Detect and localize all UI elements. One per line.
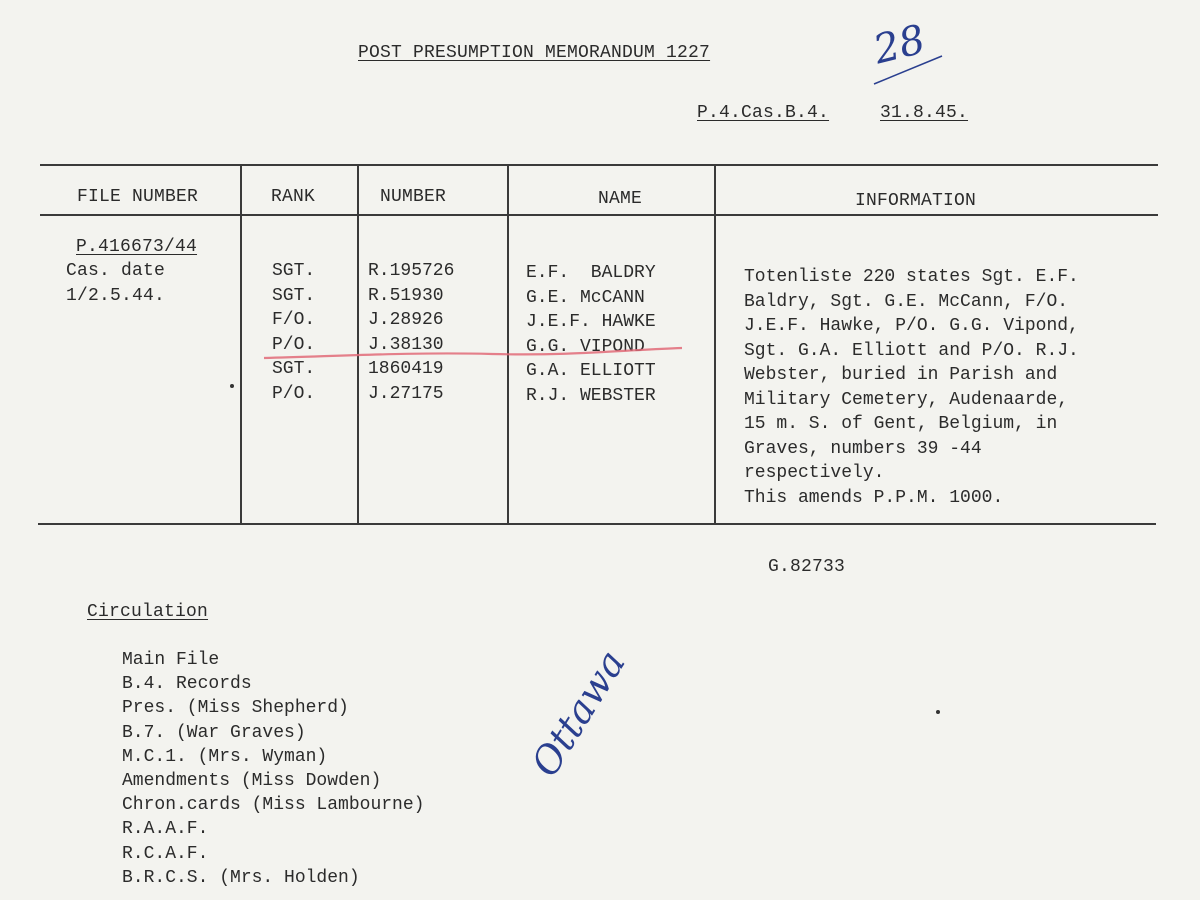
service-number-cell: R.195726: [368, 261, 455, 281]
information-line: Totenliste 220 states Sgt. E.F.: [744, 267, 1079, 287]
circulation-item: R.A.A.F.: [122, 819, 209, 840]
circulation-item: Pres. (Miss Shepherd): [122, 698, 349, 719]
cas-date-label: Cas. date: [66, 261, 166, 281]
g-reference: G.82733: [768, 557, 846, 577]
information-line: respectively.: [744, 463, 885, 483]
name-cell: G.E. McCANN: [526, 287, 645, 308]
service-number-cell: J.27175: [368, 383, 444, 404]
rank-column: [272, 259, 315, 406]
information-column: [744, 265, 1079, 510]
circulation-heading: Circulation: [87, 602, 209, 622]
information-line: Graves, numbers 39 -44: [744, 438, 982, 459]
table-top-rule: [40, 164, 1158, 166]
service-number-cell: R.51930: [368, 285, 444, 306]
name-cell: J.E.F. HAWKE: [526, 312, 656, 332]
name-cell: G.A. ELLIOTT: [526, 361, 656, 381]
paper-speck: [936, 710, 940, 714]
name-cell: E.F. BALDRY: [526, 263, 656, 283]
handwritten-number: 28: [869, 16, 930, 74]
rank-cell: SGT.: [272, 261, 316, 281]
header-file-number: FILE NUMBER: [77, 187, 199, 207]
paper-speck: [230, 384, 234, 388]
header-rank: RANK: [271, 187, 316, 207]
rank-cell: F/O.: [272, 310, 316, 330]
circulation-item: Main File: [122, 650, 220, 670]
name-cell: G.G. VIPOND: [526, 336, 645, 357]
circulation-item: R.C.A.F.: [122, 843, 209, 864]
information-line: Baldry, Sgt. G.E. McCann, F/O.: [744, 291, 1069, 312]
file-number: P.416673/44: [76, 237, 198, 257]
information-line: 15 m. S. of Gent, Belgium, in: [744, 414, 1058, 434]
header-name: NAME: [598, 189, 643, 209]
handwritten-note: Ottawa: [522, 642, 634, 784]
information-line: Military Cemetery, Audenaarde,: [744, 389, 1069, 410]
reference-code: P.4.Cas.B.4.: [697, 103, 830, 123]
circulation-list: [122, 648, 424, 890]
circulation-item: M.C.1. (Mrs. Wyman): [122, 746, 328, 767]
service-number-column: [368, 259, 454, 406]
table-bottom-rule: [38, 523, 1156, 525]
information-line: J.E.F. Hawke, P/O. G.G. Vipond,: [744, 316, 1079, 336]
circulation-item: B.4. Records: [122, 674, 252, 695]
cas-date: 1/2.5.44.: [66, 286, 166, 306]
rank-cell: P/O.: [272, 334, 316, 355]
header-number: NUMBER: [380, 187, 447, 207]
information-line: Sgt. G.A. Elliott and P/O. R.J.: [744, 340, 1079, 361]
table-header-rule: [40, 214, 1158, 216]
circulation-item: Chron.cards (Miss Lambourne): [122, 795, 425, 816]
memo-date: 31.8.45.: [880, 103, 969, 123]
service-number-cell: 1860419: [368, 359, 444, 379]
column-divider-1: [240, 164, 242, 525]
name-cell: R.J. WEBSTER: [526, 385, 656, 406]
header-information: INFORMATION: [855, 191, 977, 211]
rank-cell: P/O.: [272, 383, 316, 404]
information-line: Webster, buried in Parish and: [744, 365, 1058, 385]
memo-title: POST PRESUMPTION MEMORANDUM 1227: [358, 43, 711, 63]
handwritten-stroke: [870, 50, 950, 90]
rank-cell: SGT.: [272, 359, 316, 379]
circulation-item: Amendments (Miss Dowden): [122, 771, 382, 792]
circulation-item: B.R.C.S. (Mrs. Holden): [122, 867, 360, 888]
information-line: This amends P.P.M. 1000.: [744, 487, 1004, 508]
red-pencil-mark: [262, 342, 687, 366]
name-column: [526, 261, 656, 408]
rank-cell: SGT.: [272, 285, 316, 306]
circulation-item: B.7. (War Graves): [122, 722, 306, 743]
column-divider-4: [714, 164, 716, 525]
service-number-cell: J.28926: [368, 310, 444, 330]
service-number-cell: J.38130: [368, 334, 444, 355]
